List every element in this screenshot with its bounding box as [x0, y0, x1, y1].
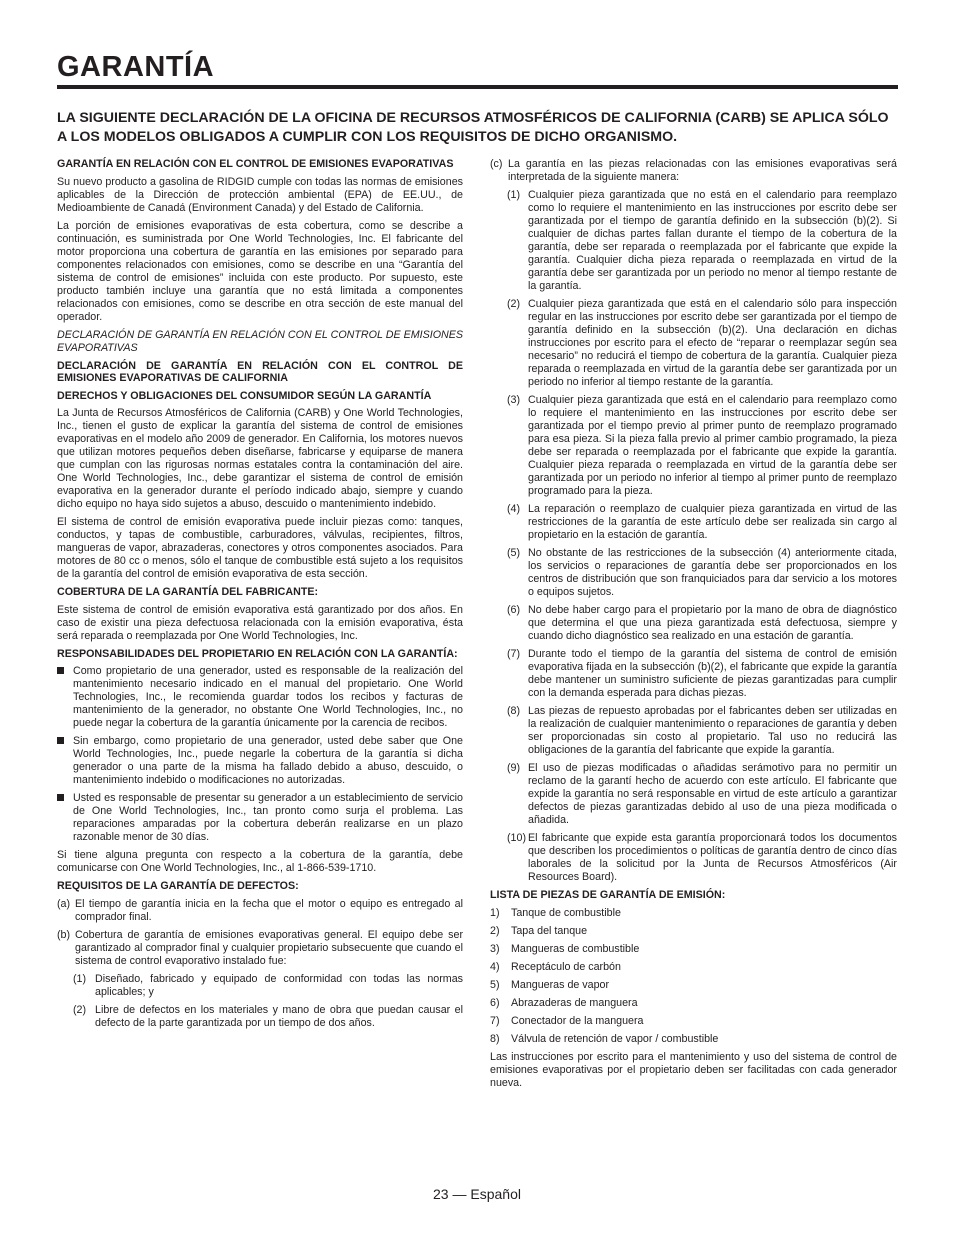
carb-banner: LA SIGUIENTE DECLARACIÓN DE LA OFICINA DE RECURSOS ATMOSFÉRICOS DE CALIFORNIA (CARB) SE APLICA SÓLO A LOS MODELOS OBLIGADOS A CUMPLIR CON LOS REQUISITOS DE DICHO ORGANISMO. [57, 110, 889, 145]
heading-defect-requirements: REQUISITOS DE LA GARANTÍA DE DEFECTOS: [57, 880, 299, 892]
requirement-b2 [57, 1004, 463, 1030]
page-footer: 23 — Español [433, 1186, 521, 1202]
bullet-text: Como propietario de una generador, usted es responsable de la realización del mantenimiento necesario indicado en el manual del propietario. One World Technologies, Inc., le recomienda guardar todos los recibos y facturas de mantenimiento de la generador, no obstante One World Technologies, Inc., no puede negar la cobertura de la garantía únicamente por la carencia de recibos. [73, 665, 463, 729]
requirement-a [57, 898, 463, 924]
warranty-clause [490, 298, 897, 389]
warranty-clause [490, 394, 897, 498]
bullet-text: Sin embargo, como propietario de una generador, usted debe saber que One World Technologies, Inc., puede negarle la cobertura de la garantía si dicha generador o una parte de la misma ha fallado debido a abuso, descuido, o mantenimiento indebido o modificaciones no autorizadas. [73, 735, 463, 786]
item-text: Receptáculo de carbón [511, 960, 621, 973]
heading-parts-list: LISTA DE PIEZAS DE GARANTÍA DE EMISIÓN: [490, 889, 726, 901]
warranty-clause [490, 503, 897, 542]
item-number: 1) [490, 906, 500, 919]
item-text: Tanque de combustible [511, 906, 621, 919]
paragraph-carb: La Junta de Recursos Atmosféricos de California (CARB) y One World Technologies, Inc., tienen el gusto de explicar la garantía del sistema de control de emisiones evaporativas en el modelo año 2009 de generador. En California, los motores nuevos que utilizan motores pequeños deben diseñarse, fabricarse y equiparse de manera que cumplan con las rigurosas normas estatales contra la contaminación del aire. One World Technologies, Inc., debe garantizar el sistema de control de emisión evaporativa en la generador durante el período indicado abajo, siempre y cuando dicho equipo no haya sido sujetos a abuso, descuido o mantenimiento indebido. [57, 407, 463, 510]
item-text: Válvula de retención de vapor / combustible [511, 1032, 719, 1045]
parts-list-item [490, 943, 897, 956]
item-text: Diseñado, fabricado y equipado de conformidad con todas las normas aplicables; y [95, 972, 463, 998]
heading-rights-obligations: DERECHOS Y OBLIGACIONES DEL CONSUMIDOR SEGÚN LA GARANTÍA [57, 389, 432, 402]
paragraph-parts: El sistema de control de emisión evaporativa puede incluir piezas como: tanques, conductos, y tapas de combustible, carburadores, válvulas, recipientes, filtros, mangueras de vapor, abrazaderas, conectores y otros componentes asociados. Para motores de 80 cc o menos, sólo el tanque de combustible está sujeto a los requisitos de la garantía del control de emisión evaporativa de esta sección. [57, 516, 463, 580]
item-number: (2) [73, 1003, 87, 1016]
parts-list-item [490, 997, 897, 1010]
heading-manufacturer-coverage: COBERTURA DE LA GARANTÍA DEL FABRICANTE: [57, 586, 319, 598]
parts-list-item [490, 979, 897, 992]
paragraph-two-years: Este sistema de control de emisión evaporativa está garantizado por dos años. En caso de existir una pieza defectuosa relacionada con la emisión evaporativa, ésta será reparada o reemplazada por One World Technologies, Inc. [57, 603, 463, 642]
warranty-clause [490, 832, 897, 884]
item-text: El uso de piezas modificadas o añadidas serámotivo para no permitir un reclamo de la garantí hecho de acuerdo con este artículo. El fabricante que expide la garantía no será responsable en virtud de este artículo a garantizar defectos de piezas garantizadas debido al uso de una pieza modificada o añadida. [528, 762, 897, 826]
parts-list-item [490, 907, 897, 920]
bullet-square-icon [57, 667, 64, 674]
warranty-clause [490, 762, 897, 827]
item-number: 6) [490, 996, 500, 1009]
item-number: 4) [490, 960, 500, 973]
heading-evaporative-warranty: GARANTÍA EN RELACIÓN CON EL CONTROL DE EMISIONES EVAPORATIVAS [57, 158, 454, 170]
bullet-square-icon [57, 737, 64, 744]
item-text: Cualquier pieza garantizada que está en el calendario sólo para inspección regular en las instrucciones por escrito debe ser garantizada por el tiempo de garantía definido en la subsección (b)(2). Una declaración en dichas instrucciones por escrito para el efecto de “reparar o reemplazar según sea necesario” no reducirá el tiempo de cobertura de la garantía. Cualquier pieza reparada o reemplazada en virtud de la garantía debe ser garantizada por un periodo no inferior al tiempo restante de la garantía. [528, 298, 897, 388]
item-number: 3) [490, 942, 500, 955]
item-number: (c) [490, 158, 503, 170]
item-number: (a) [57, 897, 71, 910]
item-number: 5) [490, 978, 500, 991]
item-text: Tapa del tanque [511, 924, 588, 937]
item-text: No obstante de las restricciones de la subsección (4) anteriormente citada, los servicios o reparaciones de garantía debe ser proporcionados en los centros de distribución que son franquiciados para dar servicio a los motores o equipos sujetos. [528, 547, 897, 598]
item-text: Cualquier pieza garantizada que está en el calendario para reemplazo como lo requiere el mantenimiento en las instrucciones por escrito debe ser garantizada por el tiempo previo al primer punto de reemplazo programado para esa pieza. Si la pieza falla previo al primer cambio programado, la pieza debe ser reparada o reemplazada por el fabricante que expide la garantía. Cualquier pieza reparada o reemplazada en virtud de la garantía debe ser garantizada por un periodo no inferior al tiempo al primer punto de reemplazo programado para la pieza. [528, 394, 897, 497]
paragraph-intro: Su nuevo producto a gasolina de RIDGID cumple con todas las normas de emisiones aplicables de la Dirección de protección ambiental (EPA) de EE.UU., de Medioambiente de Canadá (Environment Canada) y del Estado de California. [57, 175, 463, 214]
item-number: (9) [507, 762, 521, 774]
item-number: (1) [73, 972, 87, 985]
bullet-item [57, 665, 463, 730]
warranty-clause [490, 705, 897, 757]
page-title: GARANTÍA [57, 51, 215, 83]
bullet-square-icon [57, 794, 64, 801]
heading-owner-responsibilities: RESPONSABILIDADES DEL PROPIETARIO EN RELACIÓN CON LA GARANTÍA: [57, 647, 458, 660]
item-text: No debe haber cargo para el propietario por la mano de obra de diagnóstico que determina el que una pieza garantizada está defectuosa, siempre y cuando dicho diagnóstico sea realizado en una estación de garantía. [528, 604, 897, 642]
parts-list-item [490, 925, 897, 938]
item-number: (8) [507, 705, 521, 717]
item-text: La garantía en las piezas relacionadas con las emisiones evaporativas será interpretada de la siguiente manera: [508, 158, 897, 183]
paragraph-closing: Las instrucciones por escrito para el mantenimiento y uso del sistema de control de emisiones evaporativas por el propietario deben ser facilitadas con cada generador nueva. [490, 1050, 897, 1089]
item-text: Mangueras de combustible [511, 942, 640, 955]
item-text: Cualquier pieza garantizada que no está en el calendario para reemplazo como lo requiere el mantenimiento en las instrucciones por escrito debe ser garantizada por el tiempo de garantía definido en la subsección (b)(2). Si cualquier de dichas partes fallan durante el tiempo de la cobertura de la garantía, debe ser reparada o reemplazada por el fabricante que expide la garantía. Cualquier dicha pieza reparada o reemplazada en virtud de la garantía debe ser garantizada por un periodo no menor al tiempo restante de la garantía. [528, 189, 897, 292]
item-text: Mangueras de vapor [511, 978, 610, 991]
bullet-item [57, 792, 463, 844]
requirement-c [490, 158, 897, 184]
item-text: Abrazaderas de manguera [511, 996, 638, 1009]
item-number: (b) [57, 928, 71, 941]
bullet-text: Usted es responsable de presentar su generador a un establecimiento de servicio de One World Technologies, Inc., tan pronto como surja el problema. Las reparaciones amparadas por la cobertura deberán realizarse en un plazo razonable menor de 30 días. [73, 792, 463, 843]
parts-list-item [490, 1015, 897, 1028]
item-text: Cobertura de garantía de emisiones evaporativas general. El equipo debe ser garantizado al comprador final y cualquier propietario subsecuente que cuando el sistema de control evaporativo instalado fue: [75, 928, 463, 967]
item-text: El tiempo de garantía inicia en la fecha que el motor o equipo es entregado al comprador final. [75, 897, 463, 923]
parts-list-item [490, 1033, 897, 1046]
item-text: La reparación o reemplazo de cualquier pieza garantizada en virtud de las restricciones de la garantía de este artículo debe ser realizada sin cargo al propietario en la estación de garantía. [528, 503, 897, 541]
paragraph-contact: Si tiene alguna pregunta con respecto a la cobertura de la garantía, debe comunicarse con One World Technologies, Inc., al 1-866-539-1710. [57, 849, 463, 874]
item-text: Conectador de la manguera [511, 1014, 644, 1027]
right-column [490, 158, 897, 1095]
item-text: Durante todo el tiempo de la garantía del sistema de control de emisión evaporativa fijada en la subsección (b)(2), el fabricante que expide la garantía debe mantener un suministro suficiente de piezas garantizadas para cumplir con la demanda esperada para dichas piezas. [528, 648, 897, 699]
warranty-clause [490, 604, 897, 643]
title-rule [57, 85, 898, 89]
item-text: El fabricante que expide esta garantía proporcionará todos los documentos que describen los procedimientos o políticas de garantía dentro de cinco días laborales de la solicitud por la Junta de Recursos Atmosféricos (Air Resources Board). [528, 832, 897, 883]
item-number: (4) [507, 503, 521, 515]
item-number: 2) [490, 924, 500, 937]
parts-list-item [490, 961, 897, 974]
requirement-b [57, 929, 463, 968]
warranty-clause [490, 648, 897, 700]
warranty-clause [490, 189, 897, 293]
item-number: (1) [507, 189, 521, 201]
item-number: (3) [507, 394, 521, 406]
item-number: (5) [507, 547, 521, 559]
item-number: 7) [490, 1014, 500, 1027]
item-number: (2) [507, 298, 521, 310]
left-column [57, 158, 463, 1035]
italic-statement: DECLARACIÓN DE GARANTÍA EN RELACIÓN CON EL CONTROL DE EMISIONES EVAPORATIVAS [57, 328, 463, 354]
requirement-b1 [57, 973, 463, 999]
bullet-item [57, 735, 463, 787]
item-number: (6) [507, 604, 521, 616]
paragraph-coverage-portion: La porción de emisiones evaporativas de esta cobertura, como se describe a continuación, es suministrada por One World Technologies, Inc. El fabricante del motor proporciona una cobertura de garantía en las emisiones por separado para componentes relacionados con emisiones, como se describe en una “Garantía del sistema de control de emisiones” incluida con este producto. Por supuesto, este producto también incluye una garantía que no está limitada a componentes relacionados con emisiones, como se describe en otra sección de este manual del operador. [57, 219, 463, 323]
item-text: Las piezas de repuesto aprobadas por el fabricantes deben ser utilizadas en la realización de cualquier mantenimiento o reparaciones de garantía y deben ser proporcionadas sin costo al propietario. Tal uso no reducirá las obligaciones de la garantía del fabricante que expide la garantía. [528, 705, 897, 756]
heading-california-statement: DECLARACIÓN DE GARANTÍA EN RELACIÓN CON EL CONTROL DE EMISIONES EVAPORATIVAS DE CALIFORNIA [57, 359, 463, 384]
warranty-clause [490, 547, 897, 599]
item-number: (7) [507, 648, 521, 660]
item-text: Libre de defectos en los materiales y mano de obra que puedan causar el defecto de la parte garantizada por un tiempo de dos años. [95, 1003, 463, 1029]
item-number: 8) [490, 1032, 500, 1045]
item-number: (10) [507, 832, 527, 844]
